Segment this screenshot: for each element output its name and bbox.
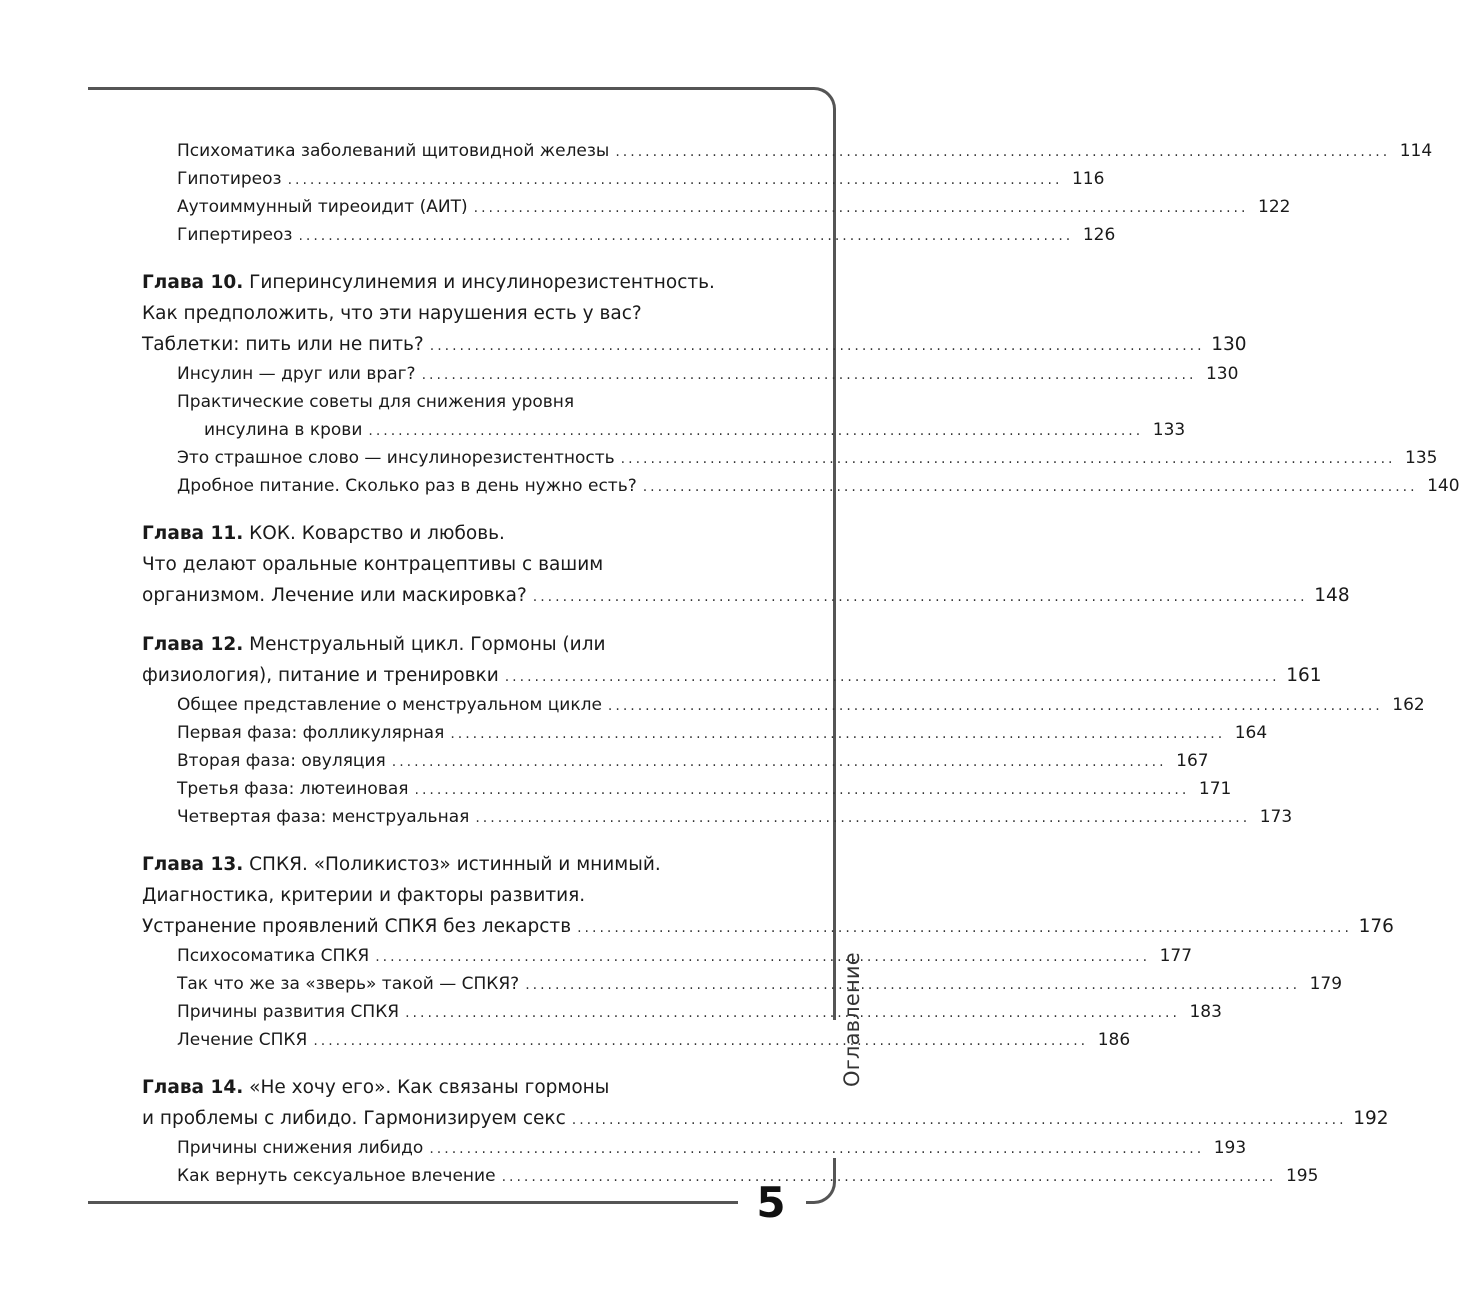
chapter-13 [142,849,1394,942]
toc-entry-title[interactable]: Практические советы для снижения уровня [177,392,575,412]
dot-leader: ........................................................................................................ [615,144,1391,160]
chapter-label: Глава 11. [142,523,244,544]
toc-entry-page: 126 [1082,225,1116,245]
dot-leader: ........................................................................................................ [607,698,1383,714]
toc-entry-page: 133 [1152,420,1186,440]
dot-leader: ........................................................................................................ [429,1141,1205,1157]
chapter-title-line: и проблемы с либидо. Гармонизируем секс [142,1108,566,1129]
chapter-heading[interactable] [142,629,732,660]
chapter-10 [142,267,1247,360]
dot-leader: ........................................................................................................ [421,367,1197,383]
toc-entry-page: 195 [1285,1166,1319,1186]
dot-leader: ........................................................................................................ [313,1033,1089,1049]
dot-leader: ........................................................................................................ [391,754,1167,770]
toc-entry-page: 176 [1358,916,1394,937]
toc-entry[interactable] [142,803,1293,831]
toc-entry-title: Дробное питание. Сколько раз в день нужно есть? [177,476,637,496]
dot-leader: ........................................................................................................ [642,479,1418,495]
toc-entry[interactable] [142,360,1239,388]
toc-entry[interactable] [142,137,1433,165]
toc-entry-title: Инсулин — друг или враг? [177,364,416,384]
chapter-title-line: Гиперинсулинемия и инсулинорезистентность. [249,272,715,293]
toc-entry[interactable] [142,444,1438,472]
dot-leader: ........................................................................................................ [298,228,1074,244]
chapter-title-line: физиология), питание и тренировки [142,665,499,686]
toc-entry[interactable] [142,1103,1389,1134]
toc-entry[interactable] [142,221,1116,249]
toc-entry-page: 164 [1234,723,1268,743]
toc-entry-page: 171 [1198,779,1232,799]
chapter-heading[interactable] [142,518,732,549]
chapter-title-line: Устранение проявлений СПКЯ без лекарств [142,916,572,937]
toc-entry[interactable] [142,998,1222,1026]
dot-leader: ........................................................................................................ [405,1005,1180,1021]
toc-entry-page: 140 [1427,476,1460,496]
toc-entry-title: Так что же за «зверь» такой — СПКЯ? [177,974,520,994]
section-label: Оглавление [839,944,865,1095]
toc-entry-title: Вторая фаза: овуляция [177,751,386,771]
toc-entry-page: 135 [1405,448,1438,468]
toc-entry-page: 116 [1071,169,1105,189]
toc-entry[interactable] [142,1026,1131,1054]
toc-entry-page: 193 [1213,1138,1247,1158]
chapter-heading[interactable] [142,1072,732,1103]
toc-entry[interactable] [142,747,1209,775]
chapter-title-line: Менструальный цикл. Гормоны (или [249,634,606,655]
toc-entry-title: Третья фаза: лютеиновая [177,779,409,799]
dot-leader: ........................................................................................................ [287,172,1063,188]
dot-leader: ........................................................................................................ [429,338,1205,354]
toc-entry-page: 122 [1258,197,1291,217]
toc-entry-title: инсулина в крови [204,420,363,440]
toc-entry[interactable] [142,691,1425,719]
toc-entry-title: Причины снижения либидо [177,1138,424,1158]
toc-entry-page: 192 [1353,1108,1389,1129]
toc-entry-title: Общее представление о менструальном цикле [177,695,602,715]
toc-entry-page: 173 [1259,807,1293,827]
toc-entry-title: Гипотиреоз [177,169,282,189]
dot-leader: ........................................................................................................ [375,949,1151,965]
toc-entry-title: Психоматика заболеваний щитовидной железы [177,141,610,161]
dot-leader: ........................................................................................................ [501,1169,1277,1185]
chapter-title-line: Диагностика, критерии и факторы развития. [142,885,586,906]
toc-entry-title: Это страшное слово — инсулинорезистентность [177,448,615,468]
chapter-title-line: КОК. Коварство и любовь. [249,523,505,544]
dot-leader: ........................................................................................................ [450,726,1226,742]
chapter-title-line: СПКЯ. «Поликистоз» истинный и мнимый. [249,854,661,875]
dot-leader: ........................................................................................................ [577,920,1352,936]
toc-entry[interactable] [142,580,1350,611]
toc-entry-page: 130 [1205,364,1239,384]
toc-entry-title: Гипертиреоз [177,225,293,245]
toc-entry-page: 114 [1399,141,1433,161]
dot-leader: ........................................................................................................ [473,200,1249,216]
toc-entry-title: Причины развития СПКЯ [177,1002,400,1022]
chapter-11 [142,518,1350,611]
toc-entry[interactable] [142,970,1343,998]
chapter-title-line: Что делают оральные контрацептивы с вашим [142,554,604,575]
toc-entry-page: 167 [1176,751,1209,771]
toc-entry[interactable] [142,165,1105,193]
chapter-title-line: Таблетки: пить или не пить? [142,334,424,355]
toc-entry-title: Лечение СПКЯ [177,1030,308,1050]
dot-leader: ........................................................................................................ [368,423,1144,439]
chapter-14 [142,1072,1389,1134]
toc-entry-page: 183 [1189,1002,1222,1022]
chapter-12 [142,629,1322,691]
chapter-label: Глава 10. [142,272,244,293]
dot-leader: ........................................................................................................ [532,589,1308,605]
dot-leader: ........................................................................................................ [504,669,1280,685]
toc-entry-page: 179 [1309,974,1343,994]
dot-leader: ........................................................................................................ [571,1112,1347,1128]
page-frame-bottom [88,1201,738,1204]
toc-entry-title: Аутоиммунный тиреоидит (АИТ) [177,197,468,217]
chapter-label: Глава 12. [142,634,244,655]
toc-entry-title: Психосоматика СПКЯ [177,946,370,966]
toc-entry-page: 148 [1314,585,1350,606]
chapter-heading[interactable] [142,849,732,880]
toc-entry[interactable] [142,660,1322,691]
toc-entry[interactable] [142,193,1291,221]
toc-entry-page: 177 [1159,946,1193,966]
toc-entry[interactable] [142,416,1186,444]
chapter-title-line: организмом. Лечение или маскировка? [142,585,527,606]
dot-leader: ........................................................................................................ [475,810,1251,826]
toc-entry-page: 130 [1211,334,1247,355]
toc-entry-page: 161 [1286,665,1322,686]
toc-entry[interactable] [142,1162,1319,1190]
toc-entry[interactable] [142,1134,1247,1162]
toc-entry[interactable] [142,942,1193,970]
chapter-label: Глава 14. [142,1077,244,1098]
toc-entry-title: Первая фаза: фолликулярная [177,723,445,743]
toc-entry[interactable] [142,329,1247,360]
dot-leader: ........................................................................................................ [414,782,1190,798]
toc-entry-page: 186 [1097,1030,1131,1050]
chapter-title-line: «Не хочу его». Как связаны гормоны [249,1077,610,1098]
toc-entry-page: 162 [1392,695,1425,715]
dot-leader: ........................................................................................................ [620,451,1396,467]
dot-leader: ........................................................................................................ [525,977,1301,993]
toc-entry[interactable] [142,472,1460,500]
page-number: 5 [756,1178,786,1227]
toc-entry-title: Как вернуть сексуальное влечение [177,1166,496,1186]
toc-entry[interactable] [142,719,1268,747]
toc-entry-title: Четвертая фаза: менструальная [177,807,470,827]
toc-entry[interactable] [142,911,1394,942]
chapter-heading[interactable] [142,267,732,298]
chapter-title-line: Как предположить, что эти нарушения есть у вас? [142,303,642,324]
chapter-label: Глава 13. [142,854,244,875]
toc-entry[interactable] [142,775,1232,803]
